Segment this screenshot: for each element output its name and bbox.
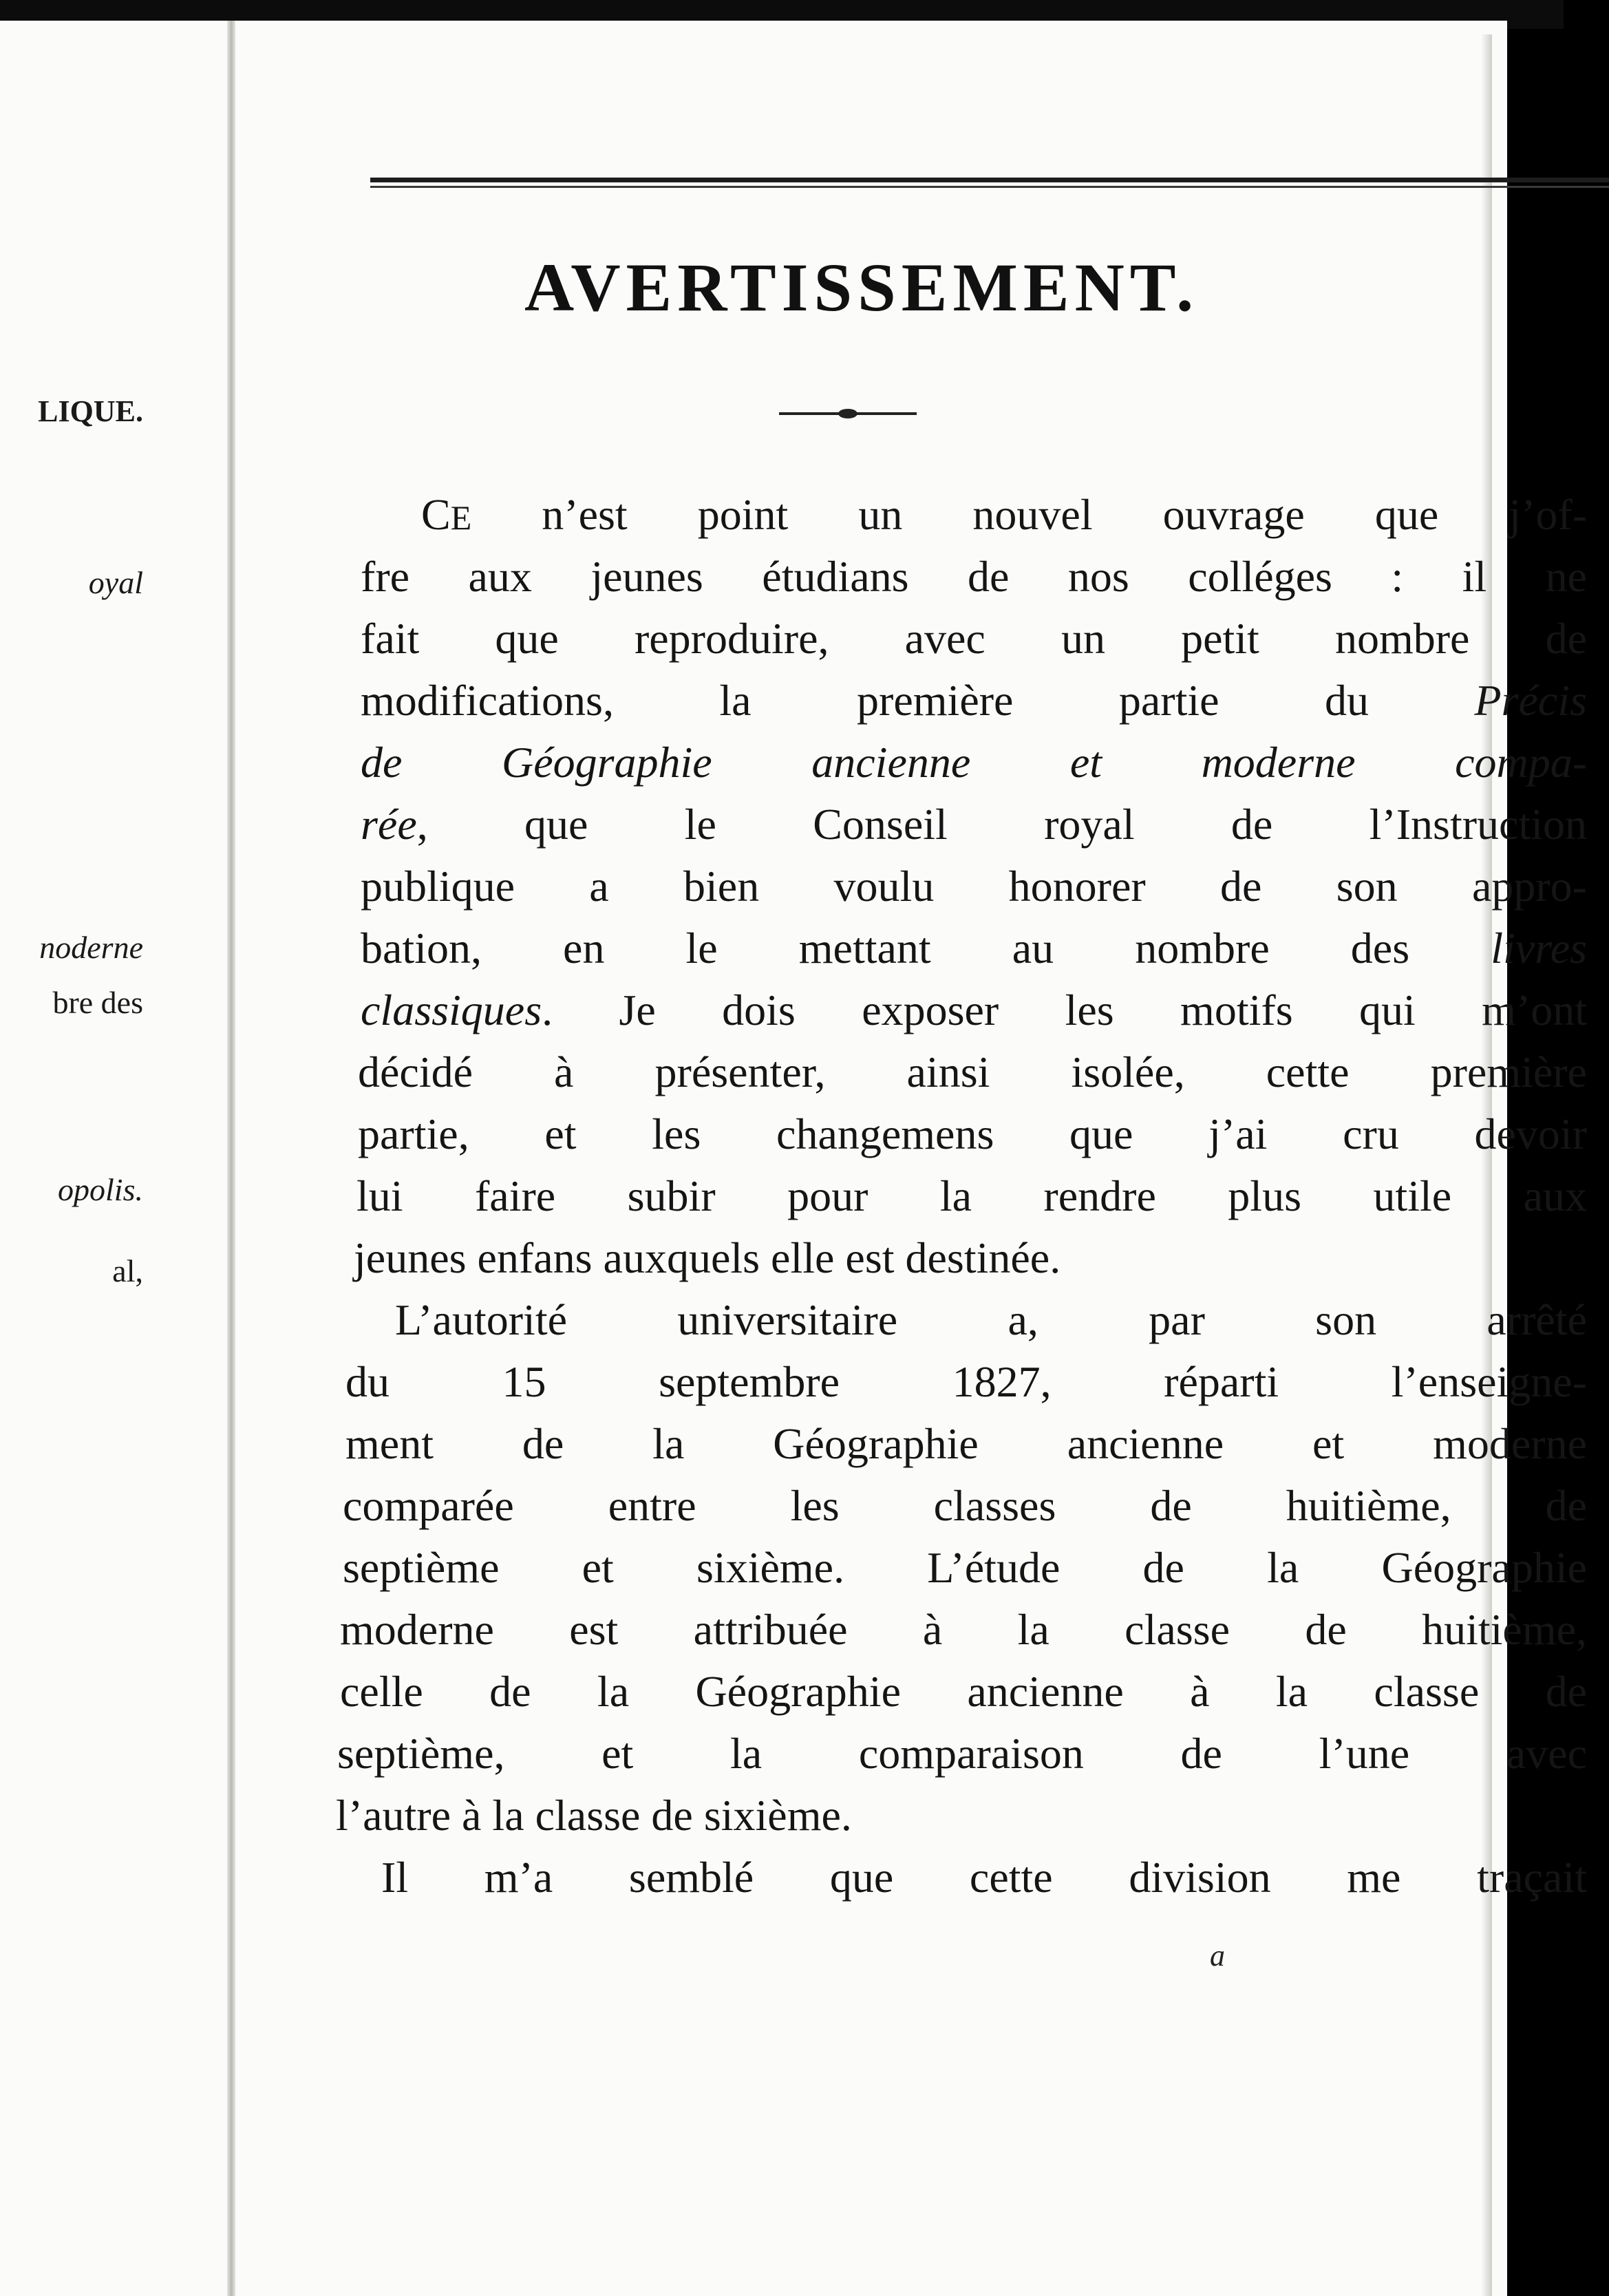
left-fragment: bre des	[52, 985, 143, 1020]
text-line: fait que reproduire, avec un petit nombre de	[361, 614, 1587, 663]
text-line: celle de la Géographie ancienne à la classe de	[340, 1667, 1587, 1716]
text-line: partie, et les changemens que j’ai cru devoir	[358, 1109, 1587, 1158]
text-line: du 15 septembre 1827, réparti l’enseigne-	[345, 1357, 1587, 1406]
left-fragment: noderne	[39, 930, 143, 965]
header-double-rule	[370, 178, 1609, 193]
left-fragment: opolis.	[58, 1172, 143, 1207]
left-fragment: LIQUE.	[38, 394, 143, 428]
text-line: septième et sixième. L’étude de la Géographie	[343, 1543, 1587, 1592]
page-edge-shadow	[1481, 34, 1492, 2296]
text-line: septième, et la comparaison de l’une avec	[337, 1729, 1587, 1778]
text-line: bation, en le mettant au nombre des livres	[361, 924, 1587, 972]
text-line: ment de la Géographie ancienne et moderne	[345, 1419, 1587, 1468]
left-fragment: al,	[112, 1253, 143, 1288]
text-line: Il m’a semblé que cette division me traçait	[381, 1853, 1587, 1902]
text-line: classiques. Je dois exposer les motifs qui m’ont	[361, 986, 1587, 1034]
text-line: jeunes enfans auxquels elle est destinée.	[354, 1233, 1061, 1282]
book-gutter	[227, 21, 235, 2296]
signature-mark: a	[1210, 1939, 1225, 1973]
text-line: comparée entre les classes de huitième, de	[343, 1481, 1587, 1530]
text-line: décidé à présenter, ainsi isolée, cette première	[358, 1048, 1587, 1096]
left-facing-page	[0, 0, 227, 2296]
text-line: fre aux jeunes étudians de nos colléges : il ne	[361, 552, 1587, 601]
text-line: rée, que le Conseil royal de l’Instruction	[361, 800, 1587, 849]
text-line: publique a bien voulu honorer de son appro-	[361, 862, 1587, 911]
left-fragment: oyal	[88, 565, 143, 600]
right-main-page	[235, 0, 1587, 2296]
ornamental-divider	[779, 409, 917, 418]
text-line: l’autre à la classe de sixième.	[336, 1791, 852, 1840]
text-line: L’autorité universitaire a, par son arrêté	[395, 1295, 1587, 1344]
text-line: moderne est attribuée à la classe de huitième,	[340, 1605, 1587, 1654]
text-line: de Géographie ancienne et moderne compa-	[361, 738, 1587, 787]
text-line: lui faire subir pour la rendre plus utile aux	[356, 1171, 1587, 1220]
text-line: CE n’est point un nouvel ouvrage que j’of-	[421, 490, 1587, 539]
page-title: AVERTISSEMENT.	[524, 249, 1200, 326]
text-line: modifications, la première partie du Précis	[361, 676, 1587, 725]
